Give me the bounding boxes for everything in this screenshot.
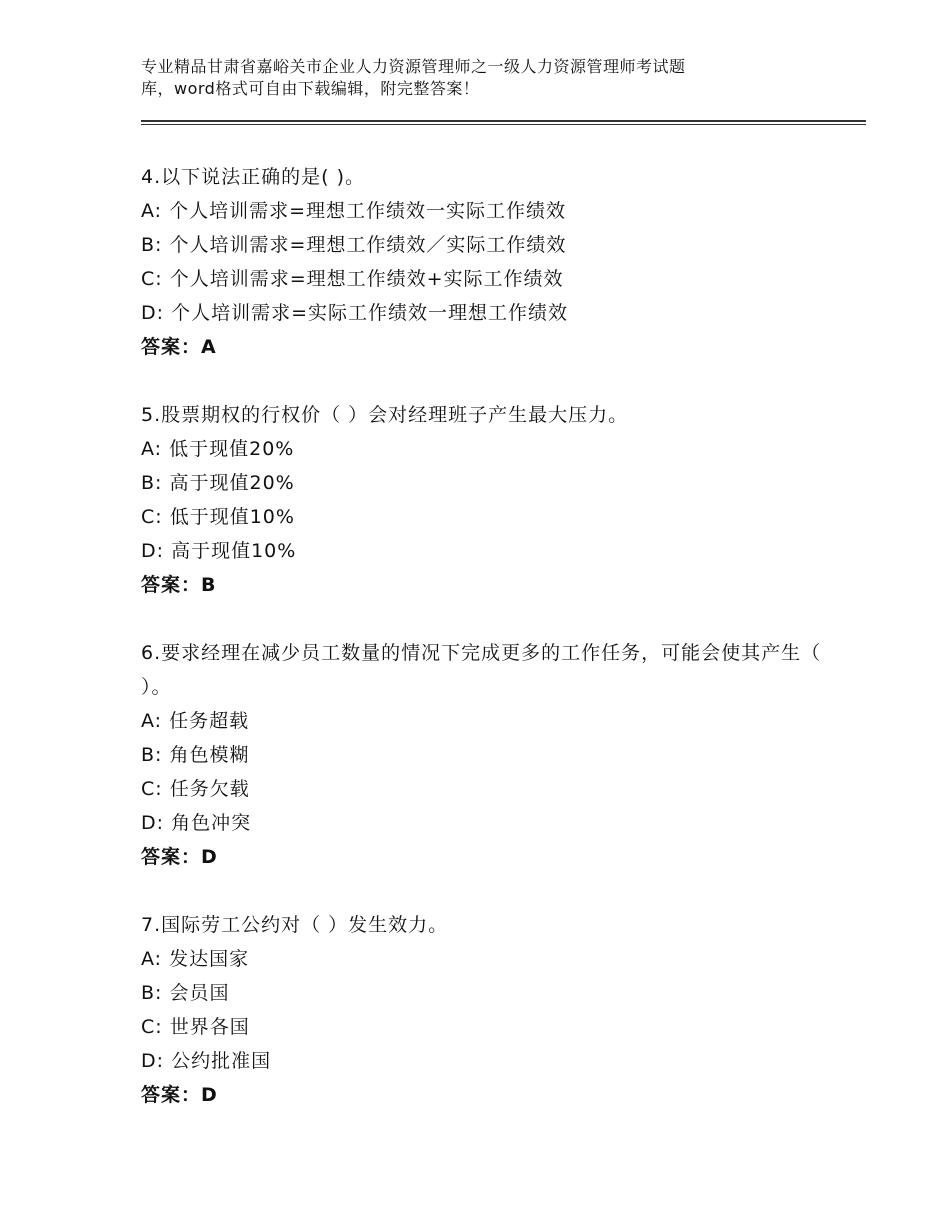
- option-a: A: 个人培训需求=理想工作绩效一实际工作绩效: [141, 200, 567, 222]
- option-d: D: 公约批准国: [141, 1050, 272, 1072]
- option-b: B: 会员国: [141, 982, 230, 1004]
- option-b: B: 角色模糊: [141, 744, 250, 766]
- option-b: B: 个人培训需求=理想工作绩效／实际工作绩效: [141, 234, 567, 256]
- option-d: D: 个人培训需求=实际工作绩效一理想工作绩效: [141, 302, 568, 324]
- option-c: C: 低于现值10%: [141, 506, 295, 528]
- question-stem: 6.要求经理在减少员工数量的情况下完成更多的工作任务，可能会使其产生（ ）。: [141, 642, 849, 698]
- option-b: B: 高于现值20%: [141, 472, 295, 494]
- header-line-2: 库，word格式可自由下载编辑，附完整答案！: [141, 79, 480, 98]
- answer-label: 答案：B: [141, 574, 217, 596]
- header-divider-thick: [141, 120, 866, 122]
- header-line-1: 专业精品甘肃省嘉峪关市企业人力资源管理师之一级人力资源管理师考试题: [141, 57, 686, 76]
- question-stem: 5.股票期权的行权价（ ）会对经理班子产生最大压力。: [141, 404, 629, 426]
- question-stem: 7.国际劳工公约对（ ）发生效力。: [141, 914, 449, 936]
- option-d: D: 高于现值10%: [141, 540, 297, 562]
- document-header: [141, 56, 801, 100]
- option-c: C: 个人培训需求=理想工作绩效+实际工作绩效: [141, 268, 564, 290]
- question-5: [141, 398, 841, 602]
- option-d: D: 角色冲突: [141, 812, 252, 834]
- option-a: A: 任务超载: [141, 710, 250, 732]
- option-a: A: 发达国家: [141, 948, 250, 970]
- option-c: C: 世界各国: [141, 1016, 250, 1038]
- option-c: C: 任务欠载: [141, 778, 250, 800]
- question-list: [141, 160, 849, 1146]
- question-stem: 4.以下说法正确的是( )。: [141, 166, 365, 188]
- question-7: [141, 908, 841, 1112]
- option-a: A: 低于现值20%: [141, 438, 295, 460]
- answer-label: 答案：D: [141, 846, 218, 868]
- answer-label: 答案：D: [141, 1084, 218, 1106]
- header-divider-thin: [141, 124, 866, 125]
- answer-label: 答案：A: [141, 336, 217, 358]
- question-6: [141, 636, 849, 874]
- question-4: [141, 160, 841, 364]
